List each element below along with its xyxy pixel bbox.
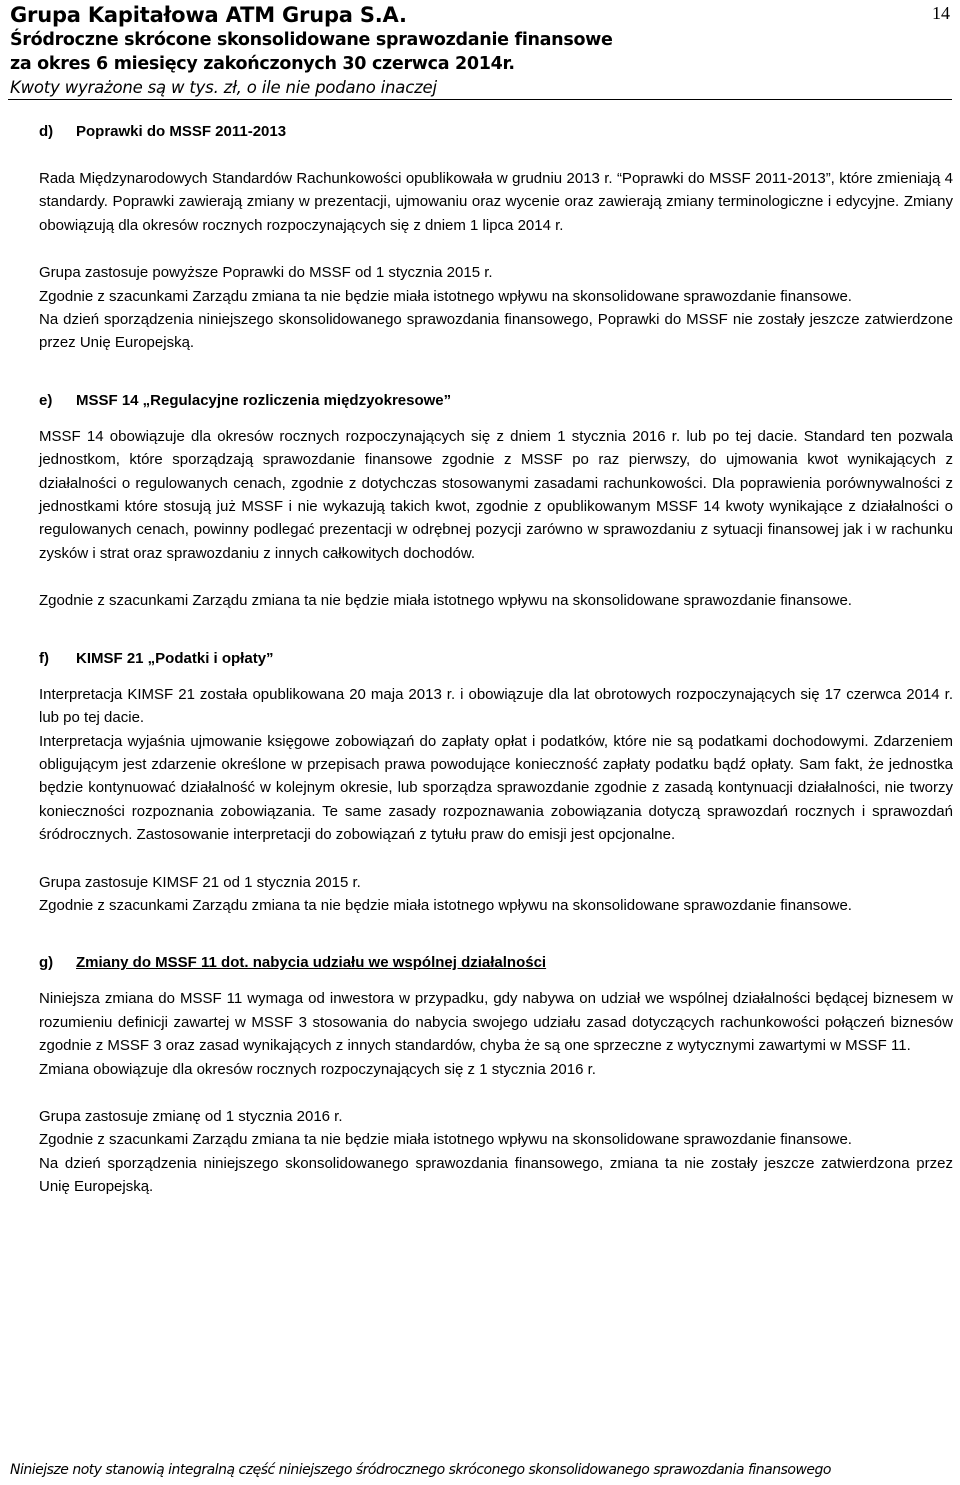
section-f-paragraph: Grupa zastosuje KIMSF 21 od 1 stycznia 2015 r.	[39, 873, 361, 891]
page-footer: Niniejsze noty stanowią integralną część niniejszego śródrocznego skróconego skonsolidowanego sprawozdania finansowego	[10, 1462, 831, 1478]
section-g-paragraph: Grupa zastosuje zmianę od 1 stycznia 2016 r.	[39, 1107, 343, 1125]
section-g-heading	[39, 951, 953, 974]
section-d-title: Poprawki do MSSF 2011-2013	[76, 123, 287, 140]
section-e-heading	[39, 389, 953, 412]
page-header	[10, 2, 950, 101]
section-d-letter: d)	[39, 123, 54, 140]
section-f-title: KIMSF 21 „Podatki i opłaty”	[76, 649, 274, 667]
document-body	[39, 120, 953, 1199]
section-e-paragraph: Zgodnie z szacunkami Zarządu zmiana ta nie będzie miała istotnego wpływu na skonsolidowane sprawozdanie finansowe.	[39, 592, 852, 610]
report-title: Śródroczne skrócone skonsolidowane sprawozdanie finansowe	[10, 30, 613, 50]
section-d-heading	[39, 120, 953, 143]
section-f-heading	[39, 647, 953, 670]
report-period: za okres 6 miesięcy zakończonych 30 czerwca 2014r.	[10, 54, 515, 74]
section-g-letter: g)	[39, 954, 54, 972]
section-d-paragraph: Grupa zastosuje powyższe Poprawki do MSSF od 1 stycznia 2015 r.	[39, 264, 493, 282]
section-g-paragraph: Zgodnie z szacunkami Zarządu zmiana ta nie będzie miała istotnego wpływu na skonsolidowane sprawozdanie finansowe.	[39, 1131, 852, 1149]
company-name: Grupa Kapitałowa ATM Grupa S.A.	[10, 3, 407, 27]
section-f-paragraph: Zgodnie z szacunkami Zarządu zmiana ta nie będzie miała istotnego wpływu na skonsolidowane sprawozdanie finansowe.	[39, 896, 852, 914]
section-e-title: MSSF 14 „Regulacyjne rozliczenia międzyokresowe”	[76, 391, 452, 409]
section-e-paragraph: MSSF 14 obowiązuje dla okresów rocznych rozpoczynających się z dniem 1 stycznia 2016 r. lub po tej dacie. Standard ten pozwala jednostkom, które sporządzają sprawozdanie finansowe zgodnie z MSSF po raz pierwszy, do ujmowania kwot wynikających z działalności o regulowanych cenach, zgodnie z dotychczas stosowanymi zasadami rachunkowości. Dla poprawienia porównywalności z jednostkami które stosują już MSSF i nie wykazują takich kwot, zgodnie z opublikowanym MSSF 14 kwoty wynikające z działalności o regulowanych cenach, powinny podlegać prezentacji w odrębnej pozycji zarówno w sprawozdaniu z sytuacji finansowej jak i w rachunku zysków i strat oraz sprawozdaniu z innych całkowitych dochodów.	[39, 427, 953, 562]
section-g-paragraph: Niniejsza zmiana do MSSF 11 wymaga od inwestora w przypadku, gdy nabywa on udział we wspólnej działalności będącej biznesem w rozumieniu definicji zawartej w MSSF 3 stosowania do nabycia swojego udziału zasad dotyczących rachunkowości połączeń biznesów zgodnie z MSSF 3 oraz zasad wynikających z innych standardów, chyba że są one sprzeczne z wytycznymi zawartymi w MSSF 11.	[39, 990, 953, 1055]
section-g-paragraph: Zmiana obowiązuje dla okresów rocznych rozpoczynających się z 1 stycznia 2016 r.	[39, 1060, 596, 1078]
section-f-letter: f)	[39, 649, 49, 667]
section-f-paragraph: Interpretacja KIMSF 21 została opublikowana 20 maja 2013 r. i obowiązuje dla lat obrotowych rozpoczynających się 17 czerwca 2014 r. lub po tej dacie.	[39, 685, 953, 727]
header-divider	[8, 99, 952, 100]
section-e-letter: e)	[39, 391, 53, 409]
section-d-paragraph: Rada Międzynarodowych Standardów Rachunkowości opublikowała w grudniu 2013 r. “Poprawki do MSSF 2011-2013”, które zmieniają 4 standardy. Poprawki zawierają zmiany w prezentacji, ujmowaniu oraz wycenie oraz zawierają zmiany terminologiczne i edycyjne. Zmiany obowiązują dla okresów rocznych rozpoczynających się z dniem 1 lipca 2014 r.	[39, 170, 953, 234]
section-g-paragraph: Na dzień sporządzenia niniejszego skonsolidowanego sprawozdania finansowego, zmiana ta nie zostały jeszcze zatwierdzona przez Unię Europejską.	[39, 1154, 953, 1196]
page-number: 14	[932, 3, 950, 23]
section-f-paragraph: Interpretacja wyjaśnia ujmowanie księgowe zobowiązań do zapłaty opłat i podatków, które nie są podatkami dochodowymi. Zdarzeniem obligującym jest zdarzenie określone w przepisach prawa powodujące konieczność zapłaty podatku bądź opłaty. Sam fakt, że jednostka będzie kontynuować działalność w kolejnym okresie, lub sporządza sprawozdanie zgodnie z zasadą kontynuacji działalności, nie tworzy konieczności rozpoznania zobowiązania. Te same zasady rozpoznawania zobowiązania dotyczą sprawozdań rocznych i sprawozdań śródrocznych. Zastosowanie interpretacji do zobowiązań z tytułu praw do emisji jest opcjonalne.	[39, 732, 953, 844]
section-d-paragraph: Na dzień sporządzenia niniejszego skonsolidowanego sprawozdania finansowego, Poprawki do MSSF nie zostały jeszcze zatwierdzone przez Unię Europejską.	[39, 311, 953, 352]
units-note: Kwoty wyrażone są w tys. zł, o ile nie podano inaczej	[10, 78, 437, 97]
section-g-title: Zmiany do MSSF 11 dot. nabycia udziału we wspólnej działalności	[76, 954, 547, 972]
section-d-paragraph: Zgodnie z szacunkami Zarządu zmiana ta nie będzie miała istotnego wpływu na skonsolidowane sprawozdanie finansowe.	[39, 287, 852, 305]
